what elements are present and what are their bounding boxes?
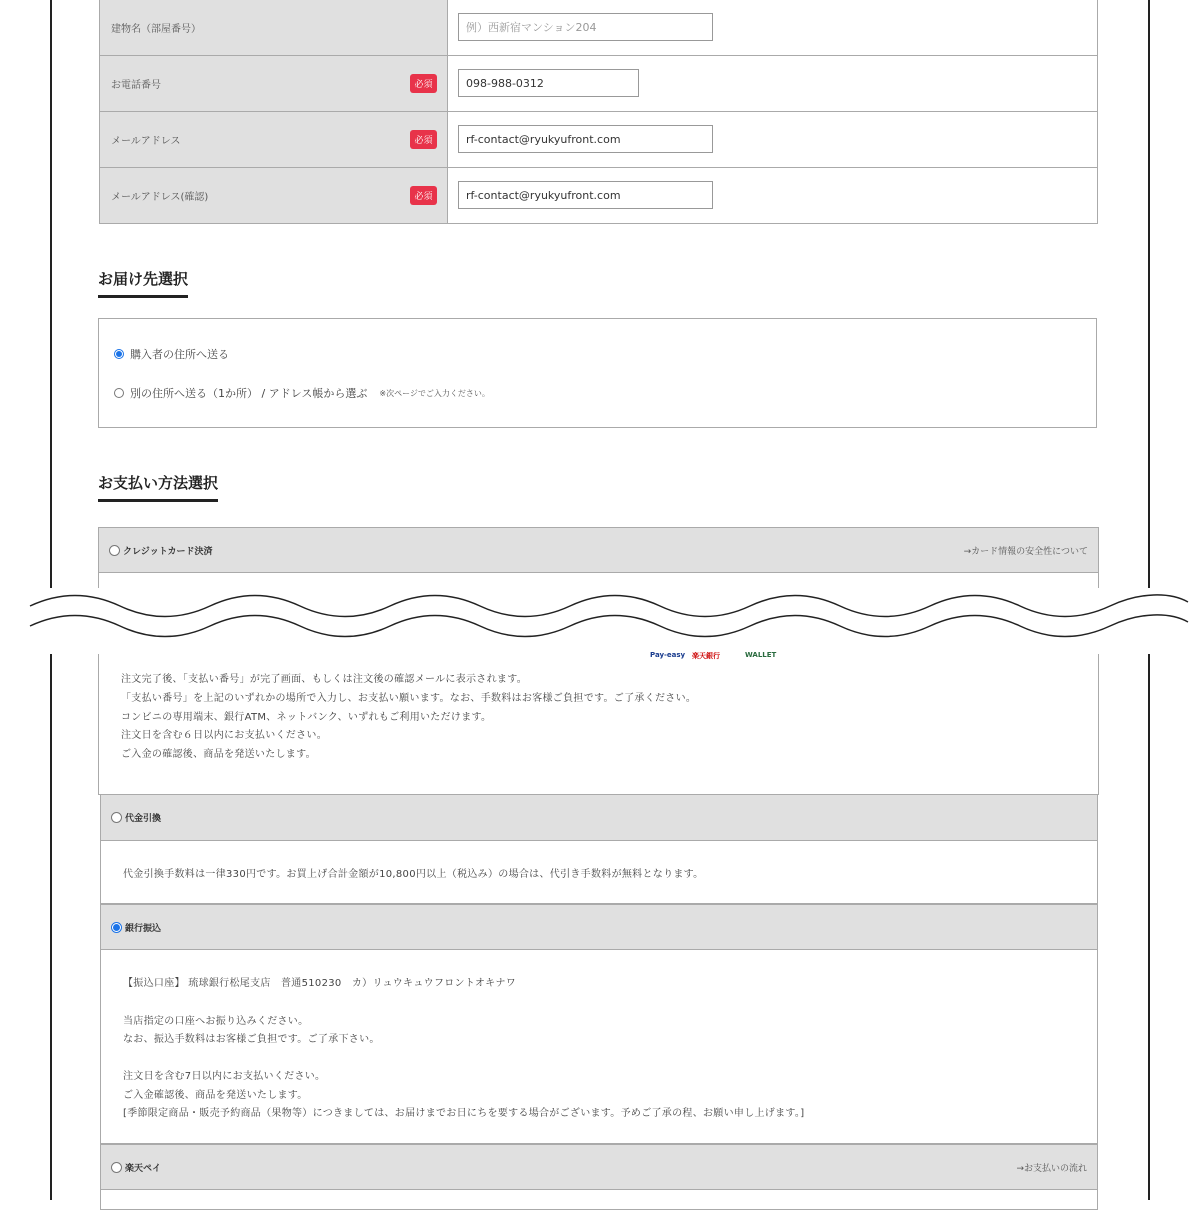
radio-unchecked-icon[interactable] (109, 545, 120, 556)
convenience-text-line: 注文日を含む６日以内にお支払いください。 (121, 730, 327, 741)
radio-checked-icon[interactable] (111, 922, 122, 933)
delivery-option-label: 別の住所へ送る（1か所） / アドレス帳から選ぶ (130, 387, 368, 400)
payment-option-rakuten[interactable] (100, 1144, 1098, 1190)
delivery-heading: お届け先選択 (98, 268, 188, 298)
wavy-break-divider (0, 588, 1200, 654)
payment-option-label: クレジットカード決済 (123, 546, 213, 557)
form-row-email (100, 111, 1097, 167)
delivery-option-other[interactable] (114, 385, 490, 401)
payment-heading: お支払い方法選択 (98, 472, 218, 502)
required-badge: 必須 (410, 186, 437, 205)
payment-option-bank[interactable] (100, 904, 1098, 950)
bank-text-line: なお、振込手数料はお客様ご負担です。ご了承下さい。 (123, 1034, 380, 1045)
convenience-body (98, 654, 1099, 795)
required-badge: 必須 (410, 130, 437, 149)
form-row-email-confirm (100, 167, 1097, 223)
card-security-link[interactable]: →カード情報の安全性について (963, 546, 1088, 557)
cod-text: 代金引換手数料は一律330円です。お買上げ合計金額が10,800円以上（税込み）の場合は、代引き手数料が無料となります。 (123, 869, 704, 880)
rakuten-bank-logo: 楽天銀行 (692, 652, 720, 660)
form-row-phone (100, 55, 1097, 111)
delivery-option-buyer[interactable] (114, 346, 229, 362)
email-input[interactable] (458, 125, 713, 153)
delivery-option-label: 購入者の住所へ送る (130, 348, 229, 361)
bank-account-text: 【振込口座】 琉球銀行松尾支店 普通510230 カ）リュウキュウフロントオキナワ (123, 978, 517, 989)
payment-option-label: 代金引換 (125, 814, 162, 824)
bank-text-line: 注文日を含む7日以内にお支払いください。 (123, 1071, 326, 1082)
payment-option-cod[interactable] (100, 794, 1098, 841)
convenience-text-line: 「支払い番号」を上記のいずれかの場所で入力し、お支払い願います。なお、手数料はお客様ご負担です。ご了承ください。 (121, 693, 697, 704)
email-label: メールアドレス (111, 136, 181, 147)
payment-option-label: 楽天ペイ (125, 1163, 162, 1174)
delivery-note: ※次ページでご入力ください。 (379, 388, 490, 398)
bank-text-line: ご入金確認後、商品を発送いたします。 (123, 1090, 308, 1101)
delivery-options-box (98, 318, 1097, 428)
customer-info-table (99, 0, 1098, 224)
payment-option-credit[interactable] (98, 527, 1099, 573)
phone-label: お電話番号 (111, 80, 161, 91)
convenience-text-line: コンビニの専用端末、銀行ATM、ネットバンク、いずれもご利用いただけます。 (121, 712, 492, 723)
bank-text-line: [季節限定商品・販売予約商品（果物等）につきましては、お届けまでお日にちを要する場合がございます。予めご了承の程、お願い申し上げます。] (123, 1108, 805, 1119)
building-label: 建物名（部屋番号） (100, 0, 448, 55)
email-confirm-input[interactable] (458, 181, 713, 209)
payeasy-logo: Pay-easy (650, 651, 686, 659)
rakuten-body (100, 1190, 1098, 1210)
bank-body (100, 950, 1098, 1144)
payment-option-label: 銀行振込 (125, 923, 162, 934)
radio-unchecked-icon[interactable] (111, 812, 122, 823)
radio-checked-icon[interactable] (114, 349, 124, 359)
building-name-input[interactable] (458, 13, 713, 41)
form-row-building (100, 0, 1097, 55)
payment-flow-link[interactable]: →お支払いの流れ (1016, 1163, 1087, 1174)
cod-body (100, 841, 1098, 904)
email-confirm-label: メールアドレス(確認) (111, 192, 209, 203)
wallet-logo: WALLET (745, 651, 777, 659)
bank-text-line: 当店指定の口座へお振り込みください。 (123, 1016, 309, 1027)
convenience-text-line: 注文完了後、「支払い番号」が完了画面、もしくは注文後の確認メールに表示されます。 (121, 674, 527, 685)
required-badge: 必須 (410, 74, 437, 93)
radio-unchecked-icon[interactable] (111, 1162, 122, 1173)
radio-unchecked-icon[interactable] (114, 388, 124, 398)
phone-input[interactable] (458, 69, 639, 97)
convenience-text-line: ご入金の確認後、商品を発送いたします。 (121, 749, 316, 760)
